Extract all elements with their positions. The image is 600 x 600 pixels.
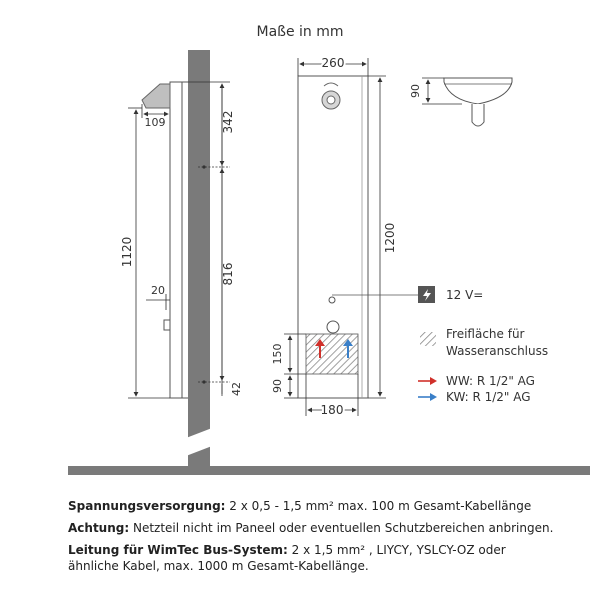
cold-water-label: KW: R 1/2" AG [446,390,531,404]
side-view [120,50,243,470]
dim-109: 109 [144,116,166,129]
dim-1200: 1200 [383,222,397,254]
dim-42: 42 [230,382,243,396]
free-area-line1: Freifläche für [446,327,525,341]
free-area-line2: Wasseranschluss [446,344,549,358]
panel-side [170,82,182,398]
dim-180: 180 [320,403,344,417]
sensor [329,297,335,303]
note-bus-2: ähnliche Kabel, max. 1000 m Gesamt-Kabellänge. [68,559,369,573]
dim-342: 342 [221,110,235,134]
connector-box [164,320,170,330]
dim-90-front: 90 [271,379,284,393]
free-area-hatch [306,334,358,374]
notes [68,498,588,580]
note-warning: Achtung: Netzteil nicht im Paneel oder eventuellen Schutzbereichen anbringen. [68,521,554,535]
warm-water-label: WW: R 1/2" AG [446,374,535,388]
basin-view [409,78,512,126]
dim-816: 816 [221,262,235,286]
floor [68,466,590,475]
basin [444,78,512,104]
dim-150: 150 [271,343,284,365]
drawing-title: Maße in mm [256,24,344,40]
dim-260: 260 [321,56,345,70]
note-power: Spannungsversorgung: 2 x 0,5 - 1,5 mm² max. 100 m Gesamt-Kabellänge [68,499,532,513]
note-bus: Leitung für WimTec Bus-System: 2 x 1,5 mm² , LIYCY, YSLCY-OZ oder [68,543,506,557]
free-area-legend [420,332,436,346]
valve-knob [327,321,339,333]
front-view [271,56,418,417]
dim-1120: 1120 [120,236,134,268]
dim-20: 20 [151,284,165,297]
legend [418,286,548,404]
voltage-label: 12 V= [446,288,484,302]
shower-head [142,84,170,108]
wall [188,50,210,470]
dim-90-basin: 90 [409,84,422,98]
